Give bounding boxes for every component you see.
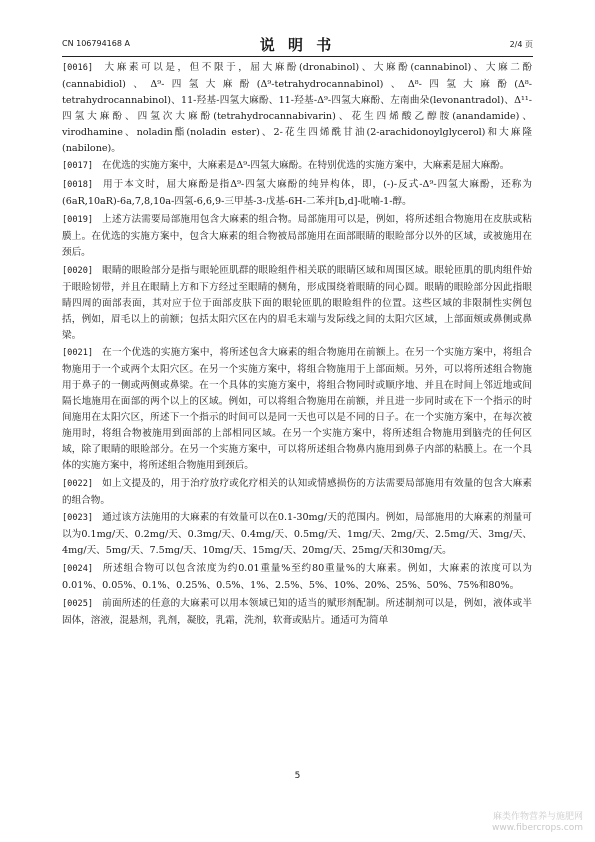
paragraph-number: [0022] [62,478,94,489]
paragraph-0017 [62,158,532,175]
document-title: 说 明 书 [259,36,336,54]
paragraph-number: [0024] [62,564,94,575]
paragraph-number: [0021] [62,348,94,359]
paragraph-0020 [62,263,532,344]
paragraph-text: 前面所述的任意的大麻素可以用本领域已知的适当的赋形剂配制。所述制剂可以是，例如，液体或半固体，溶液，混悬剂，乳剂，凝胶，乳霜，洗剂，软膏或贴片。通适可为简单 [62,598,532,626]
paragraph-number: [0025] [62,599,94,609]
page-indicator: 2/4 页 [509,40,533,49]
paragraph-text: 在一个优选的实施方案中，将所述包含大麻素的组合物施用在前额上。在另一个实施方案中，将组合物施用于一个或两个太阳穴区。在另一个实施方案中，将组合物施用于上部面颊。另外，可以将所述组合物施用于鼻子的一侧或两侧或鼻梁。在一个具体的实施方案中，将组合物同时或顺序地、并且在时间上邻近地或间隔长地施用在面部的两个以上的区域。例如，可以将组合物施用在前额，并且进一步同时或在下一个指示的时间施用在太阳穴区，所述下一个指示的时间可以是同一天也可以是不同的日子。在一个实施方案中，在每次被施用时，将组合物被施用到面部的上部相同区域。在另一个实施方案中，将所述组合物施用到脑壳的任何区域，除了眼睛的眼睑部分。在另一个实施方案中，可以将所述组合物鼻内施用到鼻子内部的粘膜上。在一个具体的实施方案中，将所述组合物施用到颈后。 [62,347,532,471]
paragraph-0019 [62,212,532,261]
paragraph-0025 [62,596,532,629]
description-body [62,60,532,631]
paragraph-text: 上述方法需要局部施用包含大麻素的组合物。局部施用可以是，例如，将所述组合物施用在皮肤或粘膜上。在优选的实施方案中，包含大麻素的组合物被局部施用在面部眼睛的眼睑部分以外的区域，或被施用在颈后。 [62,214,532,258]
paragraph-number: [0016] [62,63,94,73]
paragraph-text: 在优选的实施方案中，大麻素是Δ⁹-四氢大麻酚。在特别优选的实施方案中，大麻素是屈大麻酚。 [102,160,510,172]
page-number: 5 [294,771,301,781]
paragraph-text: 如上文提及的，用于治疗放疗或化疗相关的认知或情感损伤的方法需要局部施用有效量的包含大麻素的组合物。 [62,477,532,506]
watermark-url: www.fibercrops.com [492,823,583,833]
watermark [492,812,583,834]
paragraph-text: 用于本文时，屈大麻酚是指Δ⁹-四氢大麻酚的纯异构体，即，(-)-反式-Δ⁹-四氢大麻酚，还称为(6aR,10aR)-6a,7,8,10a-四氢-6,6,9-三甲基-3-戊基-6H-二苯并[b,d]-吡喃-1-醇。 [62,179,532,208]
paragraph-number: [0017] [62,161,94,172]
paragraph-0018 [62,177,532,210]
paragraph-text: 眼睛的眼睑部分是指与眼轮匝肌群的眼睑组件相关联的眼睛区域和周围区域。眼轮匝肌的肌肉组件始于眼睑韧带，并且在眼睛上方和下方经过至眼睛的侧角，形成围绕着眼睛的同心圆。眼睛的眼睑部分因此指眼睛四周的面部表面，其对应于位于面部皮肤下面的眼轮匝肌的眼睑组件的位置。这些区域的非限制性实例包括，例如，眉毛以上的前额；包括太阳穴区在内的眉毛末端与发际线之间的太阳穴区域，上部面颊或鼻侧或鼻梁。 [62,264,532,341]
paragraph-text: 所述组合物可以包含浓度为约0.01重量%至约80重量%的大麻素。例如，大麻素的浓度可以为0.01%、0.05%、0.1%、0.25%、0.5%、1%、2.5%、5%、10%、20%、25%、50%、75%和80%。 [62,563,532,592]
paragraph-text: 通过该方法施用的大麻素的有效量可以在0.1-30mg/天的范围内。例如，局部施用的大麻素的剂量可以为0.1mg/天、0.2mg/天、0.3mg/天、0.4mg/天、0.5mg/天、1mg/天、2mg/天、2.5mg/天、3mg/天、4mg/天、5mg/天、7.5mg/天、10mg/天、15mg/天、20mg/天、25mg/天和30mg/天。 [62,512,532,557]
paragraph-number: [0019] [62,215,94,226]
paragraph-number: [0018] [62,180,94,191]
paragraph-text: 大麻素可以是，但不限于，屈大麻酚(dronabinol)、大麻酚(cannabinol)、大麻二酚(cannabidiol)、Δ⁹-四氢大麻酚(Δ⁹-tetrahydrocannabinol)、Δ⁸-四氢大麻酚(Δ⁸-tetrahydrocannabinol)、11-羟基-四氢大麻酚、11-羟基-Δ⁹-四氢大麻酚、左南曲朵(levonantradol)、Δ¹¹-四氢大麻酚、四氢次大麻酚(tetrahydrocannabivarin)、花生四烯酸乙醇胺(anandamide)、virodhamine、noladin酯(noladin ester)、2-花生四烯酰甘油(2-arachidonoylglycerol)和大麻隆(nabilone)。 [62,62,532,154]
page-header [62,36,533,57]
paragraph-0016 [62,60,532,156]
watermark-site-name: 麻类作物营养与施肥网 [492,812,583,822]
paragraph-0022 [62,476,532,509]
paragraph-0021 [62,345,532,473]
paragraph-number: [0023] [62,513,94,524]
paragraph-number: [0020] [62,265,94,276]
patent-number: CN 106794168 A [62,39,130,48]
paragraph-0024 [62,561,532,594]
paragraph-0023 [62,510,532,559]
